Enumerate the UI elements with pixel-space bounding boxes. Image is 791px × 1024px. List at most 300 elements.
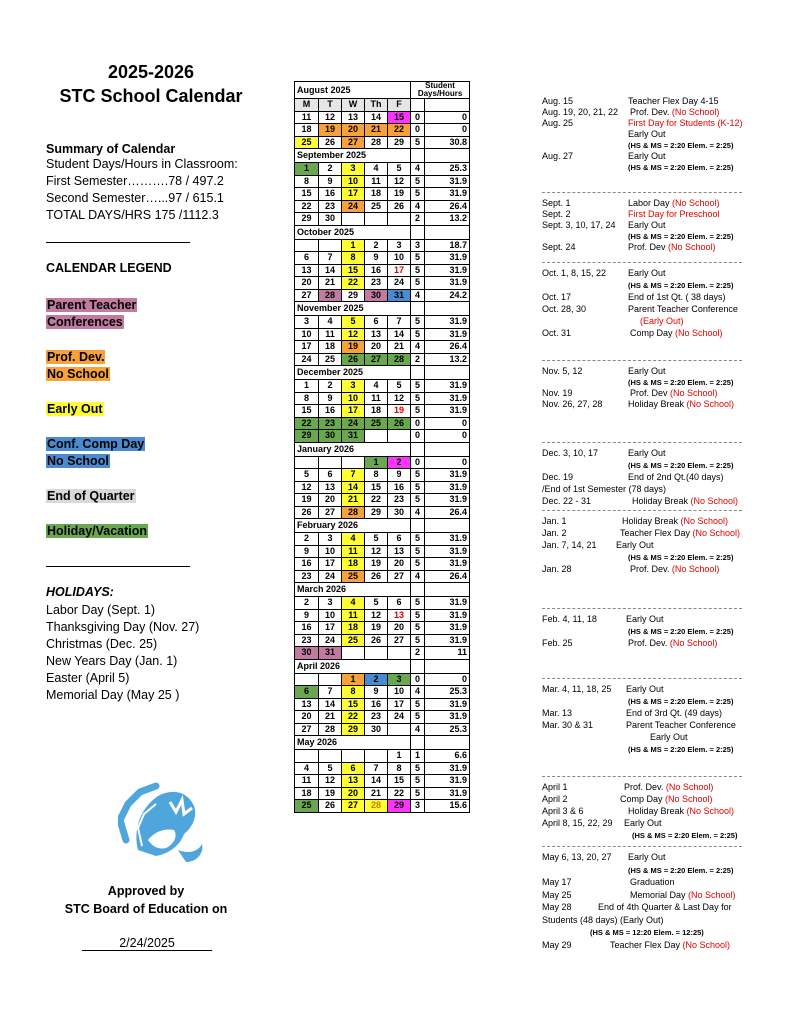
day-cell: 6 xyxy=(388,597,411,610)
day-cell: 12 xyxy=(388,392,411,405)
event-date: Dec. 3, 10, 17 xyxy=(542,448,599,458)
event-date: Oct. 31 xyxy=(542,328,572,338)
day-cell: 2 xyxy=(295,597,319,610)
week-row xyxy=(295,213,470,226)
week-hours: 31.9 xyxy=(425,545,470,558)
day-cell xyxy=(388,723,411,736)
day-cell: 19 xyxy=(319,787,342,800)
week-row xyxy=(295,698,470,711)
week-days: 5 xyxy=(411,264,425,277)
day-cell: 2 xyxy=(319,163,342,176)
week-days: 5 xyxy=(411,762,425,775)
day-cell: 9 xyxy=(319,392,342,405)
event-text: Early Out xyxy=(628,852,666,862)
event-date: April 3 & 6 xyxy=(542,806,584,816)
event-text: Graduation xyxy=(630,877,675,887)
event-text: Holiday Break (No School) xyxy=(632,496,739,506)
event-row xyxy=(542,231,752,242)
day-cell: 20 xyxy=(342,787,365,800)
week-hours: 31.9 xyxy=(425,698,470,711)
day-cell: 30 xyxy=(319,430,342,443)
week-days: 5 xyxy=(411,392,425,405)
blank-cell xyxy=(411,149,425,163)
day-cell xyxy=(342,647,365,660)
day-cell: 23 xyxy=(295,570,319,583)
event-row xyxy=(542,118,752,129)
legend-label: No School xyxy=(47,454,109,468)
weekday-header: T xyxy=(319,99,342,112)
blank-cell xyxy=(425,736,470,750)
week-hours: 0 xyxy=(425,111,470,124)
week-days: 5 xyxy=(411,787,425,800)
event-highlight: (No School) xyxy=(688,889,736,900)
day-cell: 22 xyxy=(365,494,388,507)
event-text: End of 3rd Qt. (49 days) xyxy=(626,708,723,718)
event-text: Parent Teacher Conference xyxy=(628,304,738,314)
event-text: End of 4th Quarter & Last Day for xyxy=(598,902,732,912)
day-cell xyxy=(295,750,319,763)
day-cell: 10 xyxy=(319,609,342,622)
day-cell: 10 xyxy=(342,392,365,405)
day-cell: 21 xyxy=(319,277,342,290)
event-date: /End of 1st Semester (78 days) xyxy=(542,484,667,494)
day-cell: 10 xyxy=(388,686,411,699)
day-cell: 31 xyxy=(319,647,342,660)
event-text: Prof. Dev. (No School) xyxy=(624,782,714,792)
week-hours: 26.4 xyxy=(425,506,470,519)
week-row xyxy=(295,392,470,405)
event-text xyxy=(628,209,720,220)
day-cell: 21 xyxy=(342,494,365,507)
month-header-row xyxy=(295,736,470,750)
week-hours: 0 xyxy=(425,124,470,137)
day-cell: 3 xyxy=(342,163,365,176)
week-row xyxy=(295,506,470,519)
week-hours: 31.9 xyxy=(425,175,470,188)
event-text: Teacher Flex Day (No School) xyxy=(620,528,741,538)
month-header-row xyxy=(295,366,470,380)
legend-item xyxy=(46,401,281,418)
event-highlight: (No School) xyxy=(665,794,713,804)
day-cell: 4 xyxy=(342,533,365,546)
week-hours: 31.9 xyxy=(425,558,470,571)
week-row xyxy=(295,787,470,800)
event-highlight: (No School) xyxy=(668,242,716,252)
day-cell xyxy=(295,239,319,252)
week-days: 5 xyxy=(411,469,425,482)
day-cell: 7 xyxy=(365,762,388,775)
day-cell: 22 xyxy=(342,711,365,724)
blank-cell xyxy=(411,659,425,673)
week-hours: 0 xyxy=(425,673,470,686)
legend-label: Early Out xyxy=(47,402,103,416)
event-row xyxy=(542,626,752,637)
approval-line-2: STC Board of Education on xyxy=(64,902,228,916)
day-cell xyxy=(388,430,411,443)
event-text: (HS & MS = 12:20 Elem. = 12:25) xyxy=(590,928,704,937)
day-cell: 25 xyxy=(342,634,365,647)
event-highlight: (No School) xyxy=(669,638,718,648)
title-school: STC School Calendar xyxy=(59,86,243,106)
week-days: 0 xyxy=(411,124,425,137)
event-highlight: (No School) xyxy=(680,516,729,526)
month-header-row xyxy=(295,442,470,456)
event-row xyxy=(542,806,752,817)
day-cell: 1 xyxy=(388,750,411,763)
day-cell: 30 xyxy=(365,289,388,302)
week-row xyxy=(295,673,470,686)
day-cell: 13 xyxy=(388,609,411,622)
week-hours: 18.7 xyxy=(425,239,470,252)
event-date: Jan. 28 xyxy=(542,564,572,574)
week-days: 4 xyxy=(411,723,425,736)
day-cell: 15 xyxy=(342,698,365,711)
week-row xyxy=(295,469,470,482)
event-row xyxy=(542,140,752,151)
week-days: 5 xyxy=(411,597,425,610)
event-row xyxy=(542,151,752,162)
event-separator xyxy=(542,360,742,361)
day-cell: 7 xyxy=(342,469,365,482)
day-cell: 18 xyxy=(365,405,388,418)
day-cell: 27 xyxy=(388,570,411,583)
week-row xyxy=(295,277,470,290)
day-cell: 13 xyxy=(295,264,319,277)
weekday-header: W xyxy=(342,99,365,112)
legend-label: Conferences xyxy=(47,315,123,329)
week-row xyxy=(295,136,470,149)
day-cell: 2 xyxy=(319,380,342,393)
day-cell: 9 xyxy=(319,175,342,188)
legend-label: Parent Teacher xyxy=(47,298,137,312)
event-row xyxy=(542,865,752,876)
day-cell: 22 xyxy=(295,200,319,213)
event-row xyxy=(542,890,752,901)
event-text: Early Out xyxy=(628,129,666,139)
week-row xyxy=(295,800,470,813)
event-text: Early Out xyxy=(628,151,666,161)
day-cell: 16 xyxy=(365,698,388,711)
week-days: 5 xyxy=(411,380,425,393)
month-header-row xyxy=(295,302,470,316)
event-row xyxy=(542,818,752,829)
summary-line: Student Days/Hours in Classroom: xyxy=(46,157,238,171)
school-logo-icon xyxy=(118,780,208,870)
week-hours: 15.6 xyxy=(425,800,470,813)
day-cell: 2 xyxy=(365,673,388,686)
day-cell: 19 xyxy=(319,124,342,137)
day-cell: 17 xyxy=(295,341,319,354)
weekday-header: F xyxy=(388,99,411,112)
day-cell: 24 xyxy=(388,277,411,290)
week-days: 5 xyxy=(411,622,425,635)
day-cell: 26 xyxy=(342,353,365,366)
day-cell: 9 xyxy=(365,252,388,265)
day-cell: 16 xyxy=(295,558,319,571)
week-hours: 13.2 xyxy=(425,213,470,226)
week-hours: 31.9 xyxy=(425,405,470,418)
week-row xyxy=(295,289,470,302)
event-text: Holiday Break (No School) xyxy=(628,806,735,816)
week-row xyxy=(295,634,470,647)
day-cell: 29 xyxy=(295,430,319,443)
event-highlight: (No School) xyxy=(665,782,714,792)
day-cell: 17 xyxy=(388,264,411,277)
week-hours: 31.9 xyxy=(425,533,470,546)
day-cell: 16 xyxy=(388,481,411,494)
day-cell: 25 xyxy=(319,353,342,366)
day-cell: 4 xyxy=(319,316,342,329)
week-hours: 31.9 xyxy=(425,494,470,507)
day-cell: 13 xyxy=(295,698,319,711)
day-cell: 21 xyxy=(365,124,388,137)
day-cell: 9 xyxy=(388,469,411,482)
legend-label: End of Quarter xyxy=(47,489,135,503)
event-row xyxy=(542,614,752,625)
event-date: May 29 xyxy=(542,939,572,950)
event-date: Mar. 13 xyxy=(542,708,573,718)
event-date: May 28 xyxy=(542,902,572,912)
event-highlight: (No School) xyxy=(692,528,741,538)
event-row xyxy=(542,744,752,755)
week-days: 5 xyxy=(411,277,425,290)
event-text: (HS & MS = 2:20 Elem. = 2:25) xyxy=(632,831,738,840)
day-cell: 26 xyxy=(365,570,388,583)
event-text: Comp Day (No School) xyxy=(620,794,713,804)
week-hours: 31.9 xyxy=(425,469,470,482)
week-row xyxy=(295,711,470,724)
week-row xyxy=(295,775,470,788)
week-days: 5 xyxy=(411,175,425,188)
holiday-item: Christmas (Dec. 25) xyxy=(46,637,158,651)
event-date: Aug. 27 xyxy=(542,151,574,161)
day-cell: 17 xyxy=(388,698,411,711)
event-date: May 6, 13, 20, 27 xyxy=(542,852,612,862)
event-row xyxy=(542,388,752,399)
day-cell: 3 xyxy=(319,597,342,610)
event-separator xyxy=(542,846,742,847)
day-cell: 4 xyxy=(365,163,388,176)
week-days: 5 xyxy=(411,558,425,571)
event-text: (HS & MS = 2:20 Elem. = 2:25) xyxy=(628,627,734,636)
event-date: May 25 xyxy=(542,889,572,900)
event-highlight: (No School) xyxy=(671,564,720,574)
day-cell: 11 xyxy=(365,392,388,405)
day-cell: 14 xyxy=(342,481,365,494)
week-hours: 31.9 xyxy=(425,711,470,724)
day-cell: 14 xyxy=(365,111,388,124)
day-cell: 25 xyxy=(365,417,388,430)
event-highlight: First Day for Preschool xyxy=(628,209,720,219)
week-days: 5 xyxy=(411,711,425,724)
day-cell: 29 xyxy=(342,723,365,736)
day-cell: 25 xyxy=(365,200,388,213)
legend-item xyxy=(46,349,281,383)
day-cell: 16 xyxy=(295,622,319,635)
day-cell: 12 xyxy=(295,481,319,494)
day-cell: 22 xyxy=(388,787,411,800)
event-row xyxy=(542,304,752,315)
event-text xyxy=(628,118,743,129)
event-separator xyxy=(542,678,742,679)
student-days-header: Student Days/Hours xyxy=(411,82,470,99)
event-text: Early Out xyxy=(628,448,666,458)
week-days: 5 xyxy=(411,533,425,546)
day-cell: 12 xyxy=(388,175,411,188)
event-text: (HS & MS = 2:20 Elem. = 2:25) xyxy=(628,697,734,706)
day-cell xyxy=(365,750,388,763)
event-text: Early Out xyxy=(628,366,666,376)
week-row xyxy=(295,545,470,558)
day-cell: 27 xyxy=(365,353,388,366)
event-highlight: (No School) xyxy=(686,806,735,816)
day-cell: 28 xyxy=(365,800,388,813)
week-hours: 0 xyxy=(425,456,470,469)
blank-cell xyxy=(425,302,470,316)
event-text: End of 2nd Qt.(40 days) xyxy=(628,472,724,482)
legend-label: Prof. Dev. xyxy=(47,350,105,364)
day-cell: 15 xyxy=(342,264,365,277)
week-days: 5 xyxy=(411,775,425,788)
month-name: November 2025 xyxy=(295,302,411,316)
day-cell: 24 xyxy=(342,417,365,430)
holiday-item: New Years Day (Jan. 1) xyxy=(46,654,178,668)
day-cell: 12 xyxy=(319,111,342,124)
week-days: 1 xyxy=(411,750,425,763)
event-date: Oct. 1, 8, 15, 22 xyxy=(542,268,607,278)
day-cell: 5 xyxy=(365,597,388,610)
month-header-row xyxy=(295,519,470,533)
event-text: Early Out xyxy=(628,268,666,278)
week-hours: 26.4 xyxy=(425,570,470,583)
day-cell: 1 xyxy=(295,163,319,176)
event-row xyxy=(542,732,752,743)
day-cell: 21 xyxy=(365,787,388,800)
weekday-header: Th xyxy=(365,99,388,112)
day-cell: 12 xyxy=(365,609,388,622)
day-cell: 14 xyxy=(319,698,342,711)
blank-cell xyxy=(425,659,470,673)
day-cell: 26 xyxy=(365,634,388,647)
week-days: 0 xyxy=(411,111,425,124)
week-hours: 6.6 xyxy=(425,750,470,763)
day-cell: 11 xyxy=(342,545,365,558)
event-text: (HS & MS = 2:20 Elem. = 2:25) xyxy=(628,232,734,241)
event-date: Sept. 24 xyxy=(542,242,576,252)
event-date: Jan. 1 xyxy=(542,516,567,526)
event-text: Early Out xyxy=(650,732,688,742)
day-cell: 12 xyxy=(365,545,388,558)
day-cell: 20 xyxy=(342,124,365,137)
month-name: October 2025 xyxy=(295,225,411,239)
holidays-title: HOLIDAYS: xyxy=(46,585,114,599)
week-row xyxy=(295,430,470,443)
event-text: (HS & MS = 2:20 Elem. = 2:25) xyxy=(628,141,734,150)
day-cell: 4 xyxy=(365,380,388,393)
legend-label: Holiday/Vacation xyxy=(47,524,148,538)
day-cell xyxy=(388,647,411,660)
event-text: Prof. Dev. (No School) xyxy=(630,564,720,574)
day-cell: 23 xyxy=(319,417,342,430)
event-text: Prof. Dev (No School) xyxy=(628,242,716,252)
event-text: (HS & MS = 2:20 Elem. = 2:25) xyxy=(628,553,734,562)
holiday-item: Memorial Day (May 25 ) xyxy=(46,688,180,702)
week-hours: 31.9 xyxy=(425,597,470,610)
event-text: Early Out xyxy=(626,684,664,694)
week-hours: 31.9 xyxy=(425,380,470,393)
month-header-row xyxy=(295,583,470,597)
event-date: April 2 xyxy=(542,794,568,804)
day-cell: 27 xyxy=(295,289,319,302)
event-date: Oct. 17 xyxy=(542,292,572,302)
summary-title: Summary of Calendar xyxy=(46,142,176,156)
event-date: Dec. 19 xyxy=(542,472,574,482)
legend-label: Conf. Comp Day xyxy=(47,437,145,451)
week-row xyxy=(295,175,470,188)
event-text: (HS & MS = 2:20 Elem. = 2:25) xyxy=(628,745,734,754)
event-separator xyxy=(542,776,742,777)
day-cell: 3 xyxy=(388,673,411,686)
day-cell: 15 xyxy=(388,111,411,124)
day-cell: 30 xyxy=(319,213,342,226)
week-days: 5 xyxy=(411,252,425,265)
day-cell: 8 xyxy=(365,469,388,482)
event-text: (HS & MS = 2:20 Elem. = 2:25) xyxy=(628,163,734,172)
day-cell: 30 xyxy=(388,506,411,519)
event-row xyxy=(542,902,752,913)
event-row xyxy=(542,280,752,291)
day-cell: 23 xyxy=(365,277,388,290)
approval-date: 2/24/2025 xyxy=(82,936,212,951)
event-text: Parent Teacher Conference xyxy=(626,720,736,730)
event-row xyxy=(542,877,752,888)
event-row xyxy=(542,162,752,173)
week-row xyxy=(295,456,470,469)
week-hours: 31.9 xyxy=(425,787,470,800)
event-highlight: First Day for Students (K-12) xyxy=(628,118,743,128)
blank-cell xyxy=(425,99,470,112)
week-days: 5 xyxy=(411,545,425,558)
week-days: 5 xyxy=(411,609,425,622)
day-cell: 27 xyxy=(319,506,342,519)
event-text: (HS & MS = 2:20 Elem. = 2:25) xyxy=(628,461,734,470)
week-row xyxy=(295,316,470,329)
event-text: Prof. Dev. (No School) xyxy=(628,638,718,648)
day-cell: 26 xyxy=(388,200,411,213)
event-date: May 17 xyxy=(542,877,572,887)
month-name: May 2026 xyxy=(295,736,411,750)
day-cell: 29 xyxy=(295,213,319,226)
week-days: 0 xyxy=(411,430,425,443)
event-row xyxy=(542,209,752,220)
day-cell: 22 xyxy=(295,417,319,430)
blank-cell xyxy=(411,302,425,316)
day-cell: 24 xyxy=(342,200,365,213)
day-cell: 23 xyxy=(365,711,388,724)
week-row xyxy=(295,533,470,546)
week-days: 4 xyxy=(411,289,425,302)
week-hours: 31.9 xyxy=(425,481,470,494)
day-cell: 6 xyxy=(295,252,319,265)
event-date: Aug. 15 xyxy=(542,96,574,106)
day-cell: 31 xyxy=(342,430,365,443)
day-cell: 13 xyxy=(365,328,388,341)
day-cell: 1 xyxy=(365,456,388,469)
day-cell: 28 xyxy=(388,353,411,366)
event-date: Nov. 19 xyxy=(542,388,573,398)
day-cell: 2 xyxy=(388,456,411,469)
day-cell: 15 xyxy=(295,405,319,418)
